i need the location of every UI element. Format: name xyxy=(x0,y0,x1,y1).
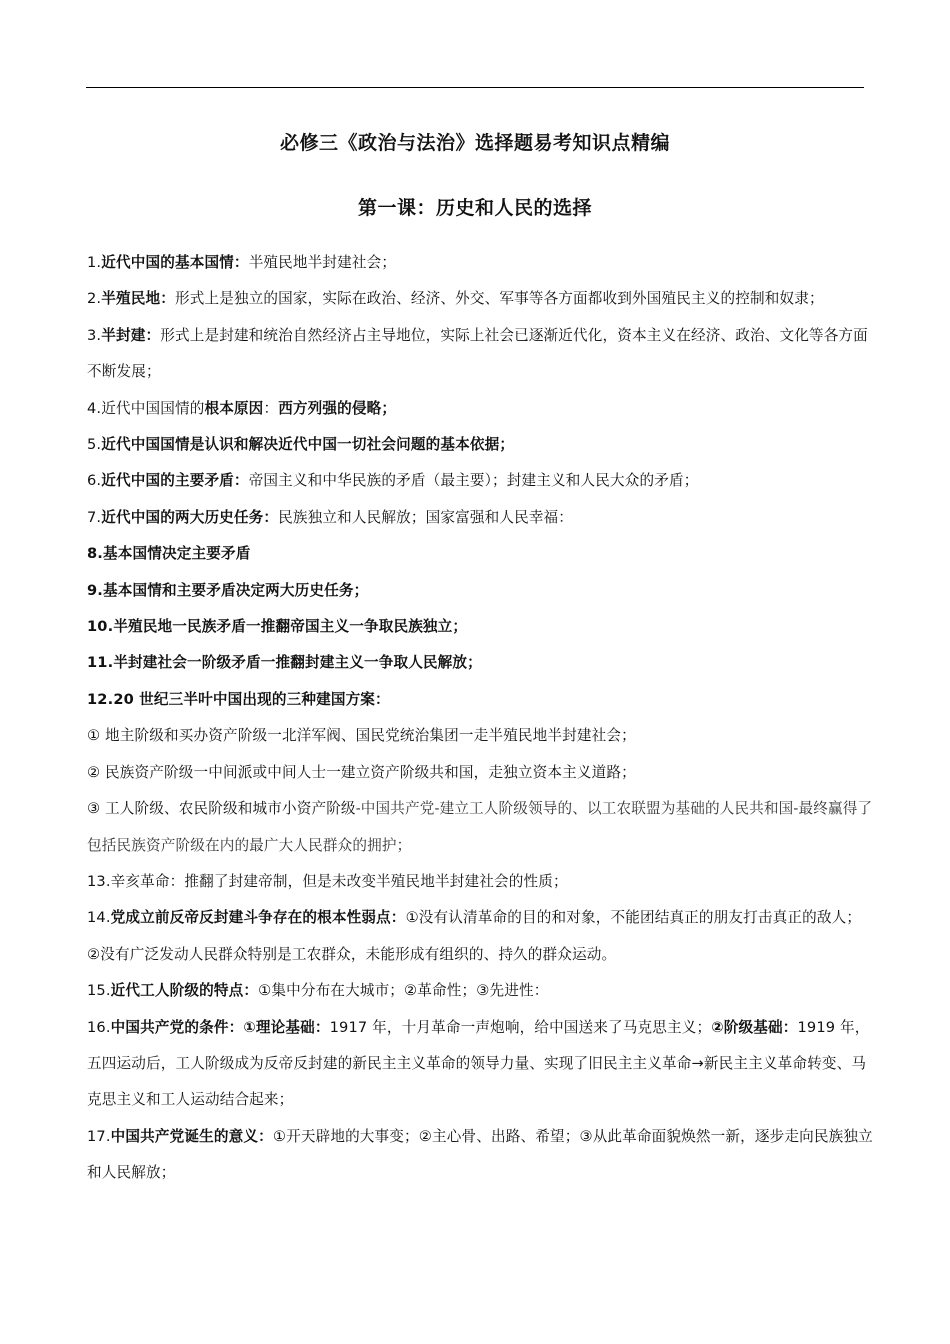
plan-item: ① 地主阶级和买办资产阶级一北洋军阀、国民党统治集团一走半殖民地半封建社会； xyxy=(87,727,636,745)
plan-item: ③ 工人阶级、农民阶级和城市小资产阶级-中国共产党-建立工人阶级领导的、以工农联盟为基础的人民共和国-最终赢得了包括民族资产阶级在内的最广大人民群众的拥护； xyxy=(87,800,873,854)
list-item: 8.基本国情决定主要矛盾 xyxy=(87,545,251,563)
list-item: 9.基本国情和主要矛盾决定两大历史任务； xyxy=(87,581,369,599)
document-body xyxy=(87,245,873,1192)
list-item: 14.党成立前反帝反封建斗争存在的根本性弱点：①没有认清革命的目的和对象，不能团结真正的朋友打击真正的敌人；②没有广泛发动人民群众特别是工农群众，未能形成有组织的、持久的群众运动。 xyxy=(87,909,862,963)
top-divider xyxy=(86,87,864,88)
list-item: 11.半封建社会一阶级矛盾一推翻封建主义一争取人民解放； xyxy=(87,654,482,672)
list-item: 3.半封建：形式上是封建和统治自然经济占主导地位，实际上社会已逐渐近代化，资本主义在经济、政治、文化等各方面不断发展； xyxy=(87,326,868,381)
list-item: 13.辛亥革命：推翻了封建帝制，但是未改变半殖民地半封建社会的性质； xyxy=(87,872,568,890)
document-title: 必修三《政治与法治》选择题易考知识点精编 xyxy=(279,132,670,154)
list-item: 7.近代中国的两大历史任务：民族独立和人民解放；国家富强和人民幸福： xyxy=(87,508,574,526)
list-item: 6.近代中国的主要矛盾：帝国主义和中华民族的矛盾（最主要）；封建主义和人民大众的矛盾； xyxy=(87,472,699,490)
list-item: 1.近代中国的基本国情：半殖民地半封建社会； xyxy=(87,254,397,271)
list-item: 12.20 世纪三半叶中国出现的三种建国方案： xyxy=(87,690,390,708)
list-item: 16.中国共产党的条件：①理论基础：1917 年，十月革命一声炮响，给中国送来了马克思主义；②阶级基础：1919 年，五四运动后，工人阶级成为反帝反封建的新民主主义革命的领导力量、实现了旧民主主义革命→新民主主义革命转变、马克思主义和工人运动结合起来； xyxy=(87,1018,870,1109)
plan-item: ② 民族资产阶级一中间派或中间人士一建立资产阶级共和国，走独立资本主义道路； xyxy=(87,763,636,781)
list-item: 17.中国共产党诞生的意义：①开天辟地的大事变；②主心骨、出路、希望；③从此革命面貌焕然一新，逐步走向民族独立和人民解放； xyxy=(87,1127,873,1182)
list-item: 10.半殖民地一民族矛盾一推翻帝国主义一争取民族独立； xyxy=(87,618,468,636)
list-item: 4.近代中国国情的根本原因：西方列强的侵略； xyxy=(87,399,397,417)
lesson-title: 第一课：历史和人民的选择 xyxy=(357,197,592,219)
list-item: 5.近代中国国情是认识和解决近代中国一切社会问题的基本依据； xyxy=(87,436,515,454)
list-item: 2.半殖民地：形式上是独立的国家，实际在政治、经济、外交、军事等各方面都收到外国殖民主义的控制和奴隶； xyxy=(87,290,824,308)
list-item: 15.近代工人阶级的特点：①集中分布在大城市；②革命性；③先进性： xyxy=(87,982,549,1000)
